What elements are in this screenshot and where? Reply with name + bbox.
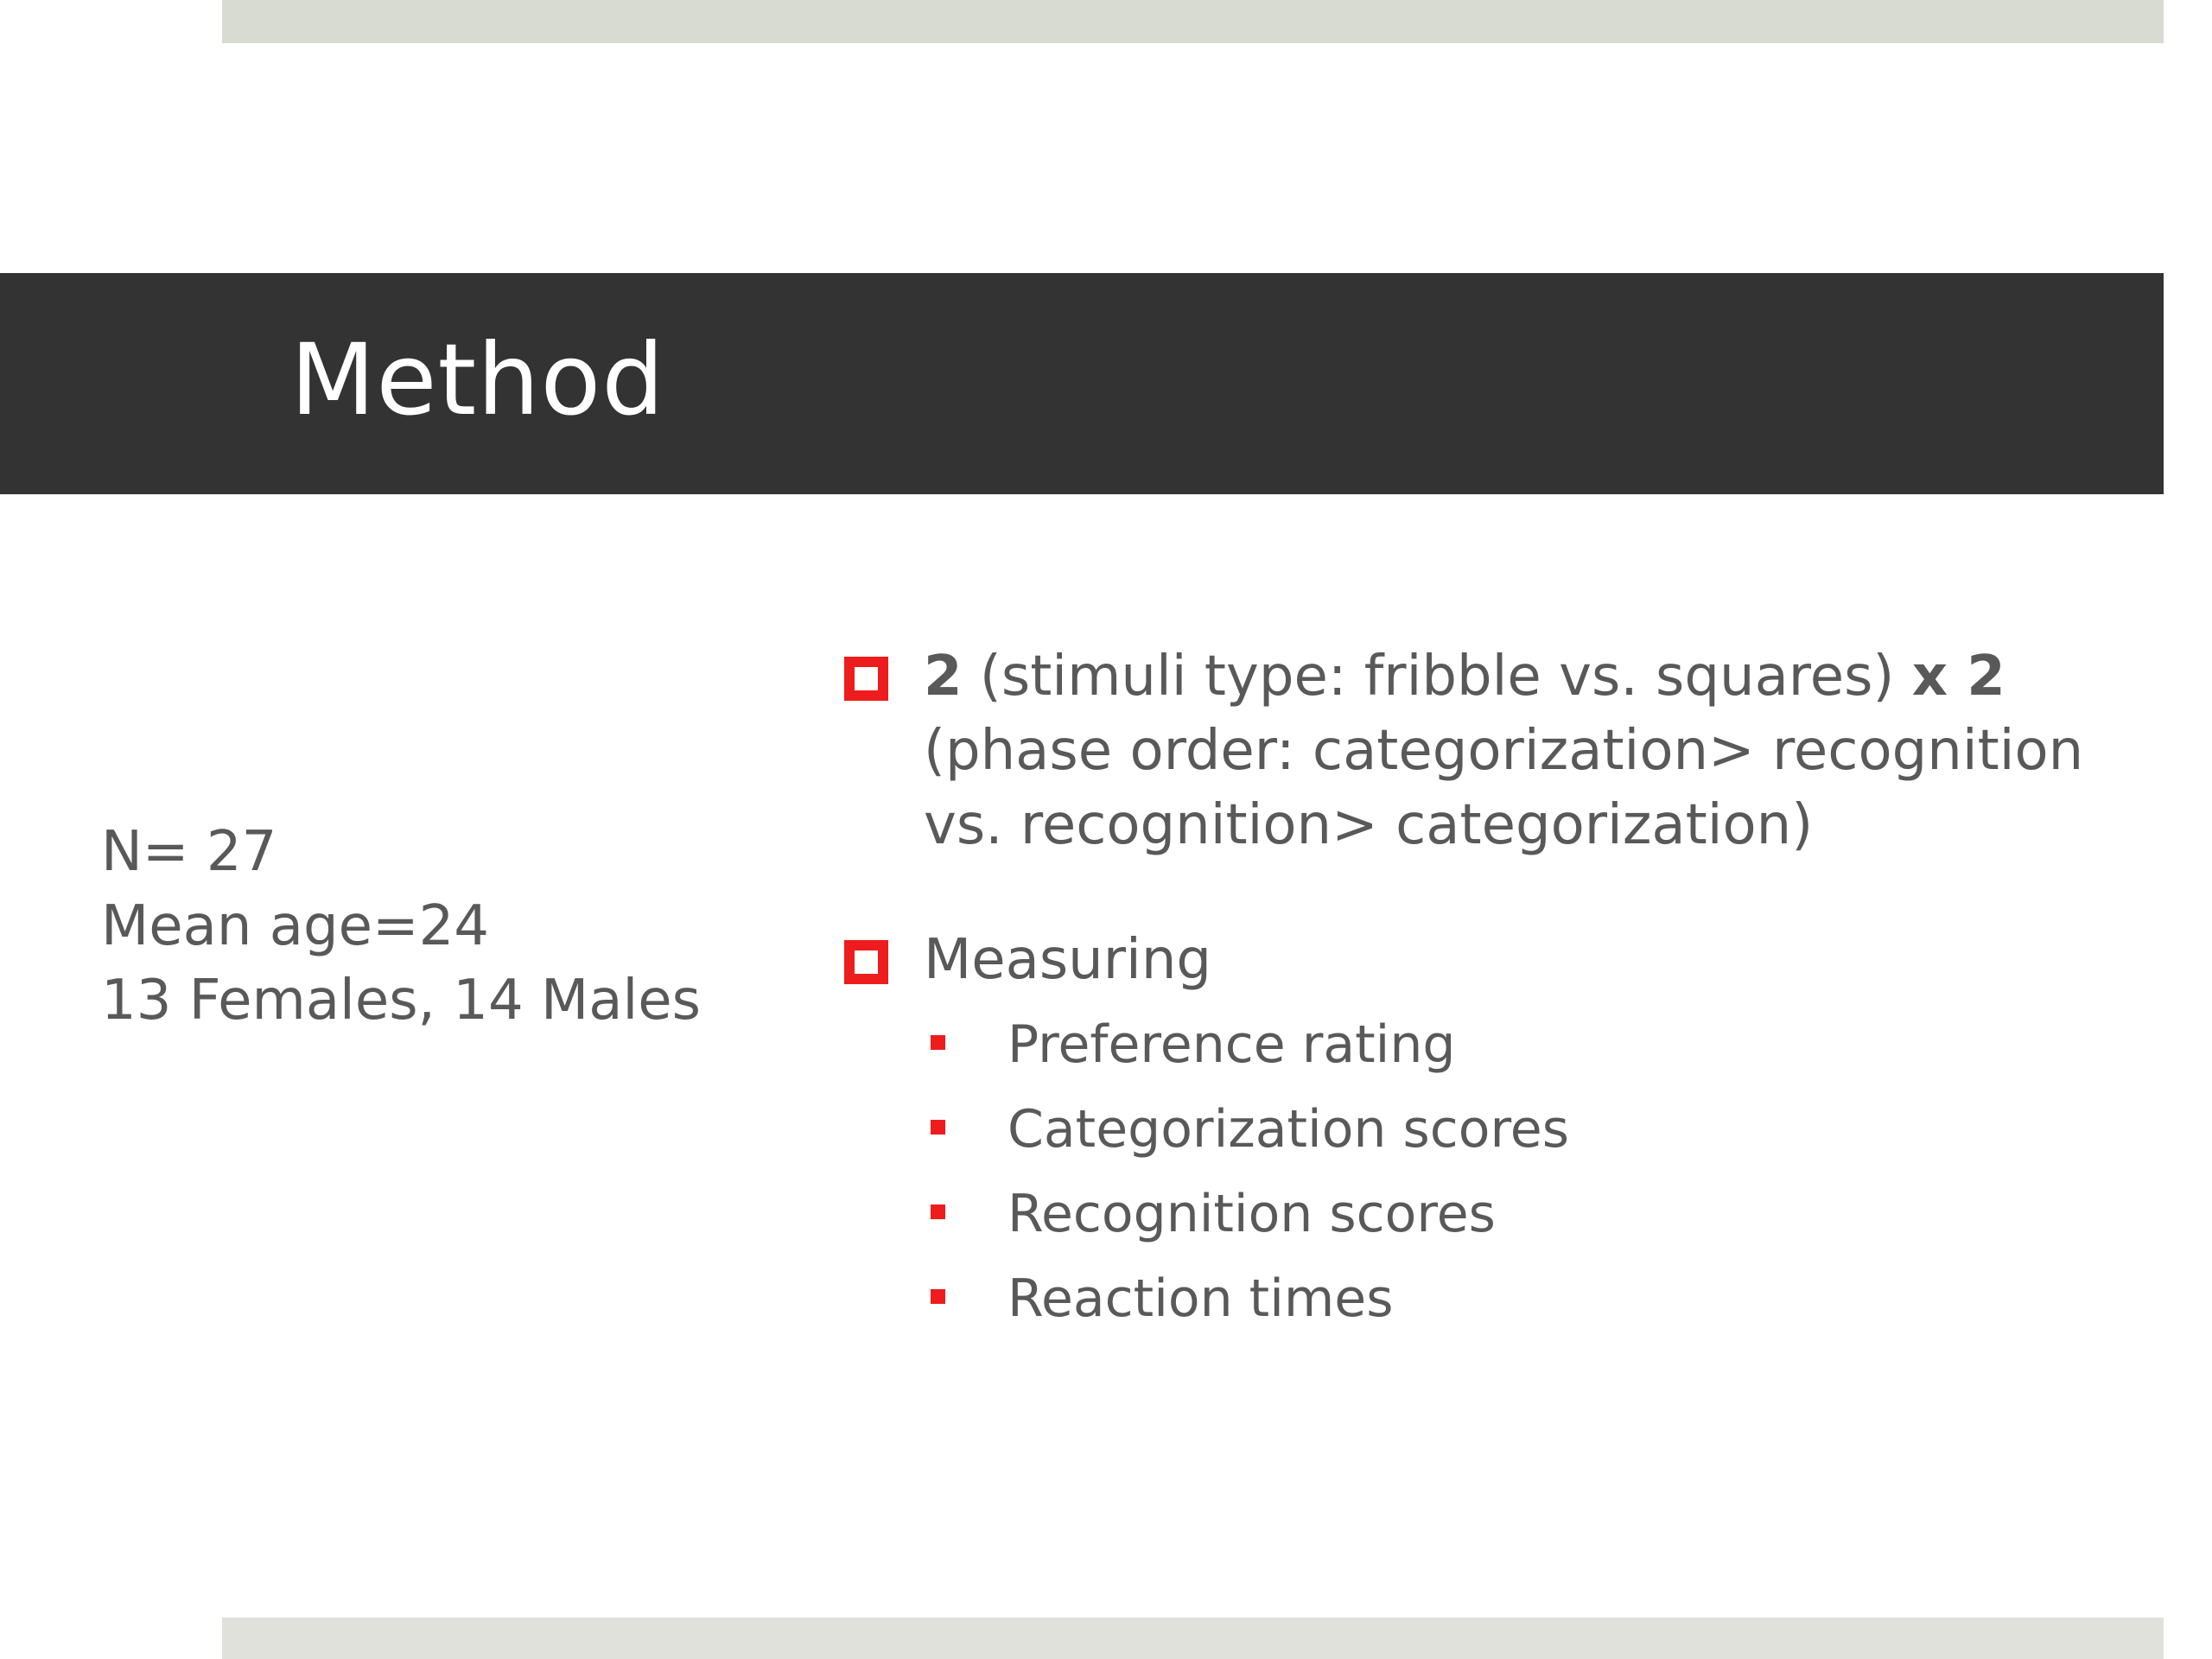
design-bullet [842, 639, 2139, 862]
measuring-label: Measuring [924, 928, 1211, 992]
sub-item-label: Preference rating [1007, 1014, 1456, 1075]
sub-item-label: Categorization scores [1007, 1099, 1569, 1160]
participants-count: N= 27 [101, 820, 277, 884]
design-factor-2: x 2 [1911, 645, 2005, 709]
filled-square-bullet-icon [931, 1120, 945, 1135]
slide-title: Method [290, 322, 665, 437]
filled-square-bullet-icon [931, 1035, 945, 1050]
measuring-sub-list [842, 1002, 2139, 1341]
filled-square-bullet-icon [931, 1289, 945, 1304]
design-factor-1: 2 [924, 645, 963, 709]
filled-square-bullet-icon [931, 1205, 945, 1219]
list-item [842, 1087, 2139, 1172]
content-list [842, 639, 2139, 1341]
participants-mean-age: Mean age=24 [101, 894, 489, 958]
participants-gender: 13 Females, 14 Males [101, 969, 701, 1033]
sub-item-label: Reaction times [1007, 1268, 1394, 1329]
list-item [842, 1256, 2139, 1341]
design-factor-1-desc: (stimuli type: fribble vs. squares) [962, 645, 1912, 709]
top-decor-strip [222, 0, 2164, 43]
hollow-square-bullet-icon [844, 940, 888, 984]
hollow-square-bullet-icon [844, 657, 888, 701]
list-item [842, 1172, 2139, 1256]
participants-block [101, 815, 775, 1038]
bottom-decor-strip [222, 1618, 2164, 1659]
list-item [842, 1002, 2139, 1087]
design-factor-2-desc: (phase order: categorization> recognition vs. recognition> categorization) [924, 719, 2084, 857]
measuring-bullet [842, 923, 2139, 997]
sub-item-label: Recognition scores [1007, 1184, 1496, 1244]
design-text [924, 639, 2139, 862]
